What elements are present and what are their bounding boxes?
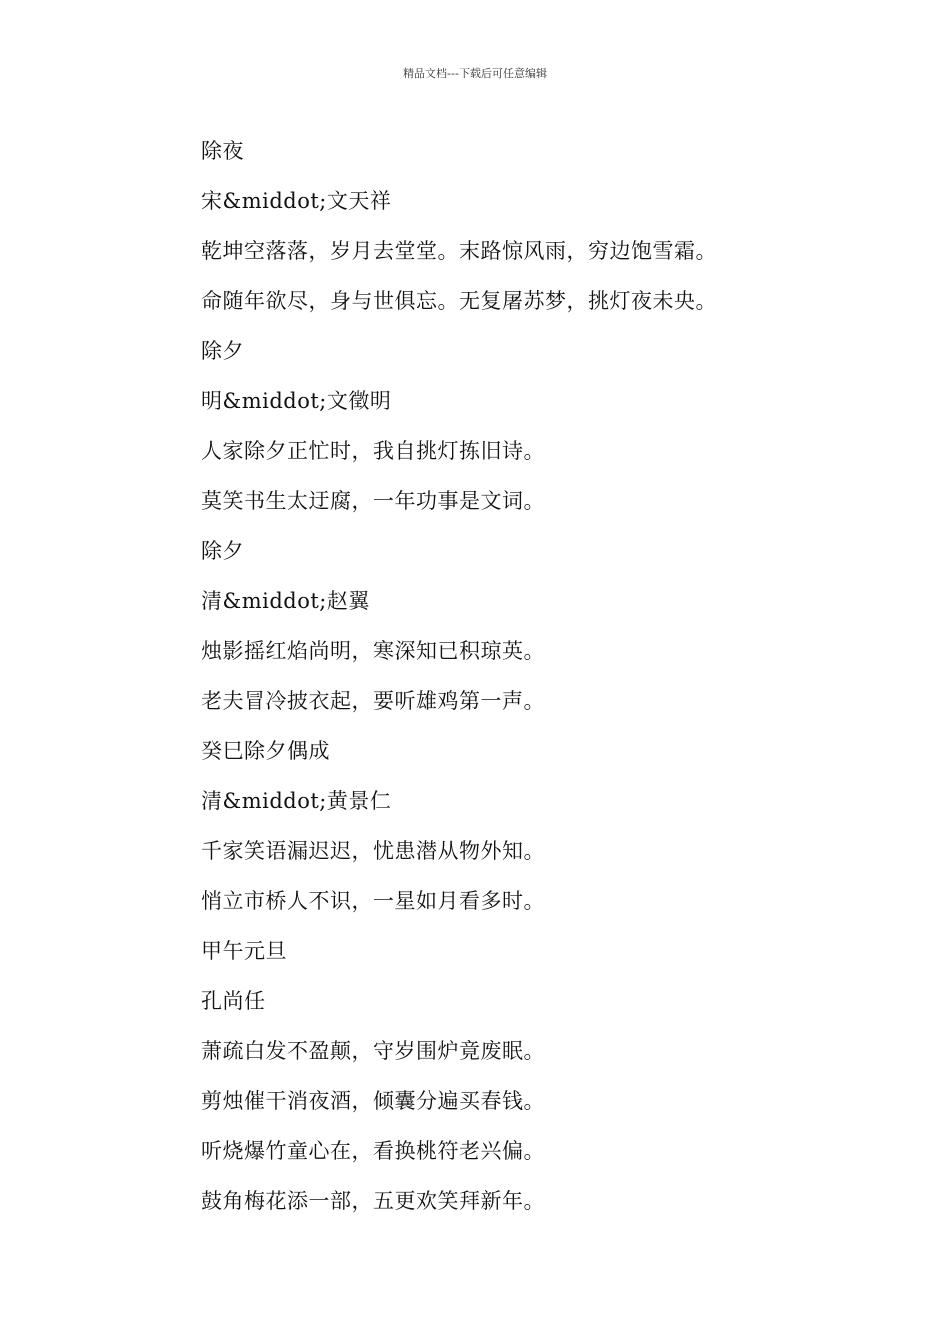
poem-line: 老夫冒冷披衣起，要听雄鸡第一声。 bbox=[201, 689, 545, 713]
poem-line: 命随年欲尽，身与世俱忘。无复屠苏梦，挑灯夜未央。 bbox=[201, 289, 717, 313]
poem-author: 清&middot;赵翼 bbox=[201, 589, 370, 613]
poem-title: 癸巳除夕偶成 bbox=[201, 739, 330, 763]
poem-title: 甲午元旦 bbox=[201, 939, 287, 963]
document-body bbox=[201, 133, 901, 1233]
poem-line: 莫笑书生太迂腐，一年功事是文词。 bbox=[201, 489, 545, 513]
poem-author: 清&middot;黄景仁 bbox=[201, 789, 392, 813]
poem-line: 鼓角梅花添一部，五更欢笑拜新年。 bbox=[201, 1189, 545, 1213]
poem-author: 宋&middot;文天祥 bbox=[201, 189, 392, 213]
poem-title: 除夕 bbox=[201, 339, 244, 363]
poem-line: 乾坤空落落，岁月去堂堂。末路惊风雨，穷边饱雪霜。 bbox=[201, 239, 717, 263]
page-header: 精品文档---下载后可任意编辑 bbox=[403, 67, 547, 80]
poem-line: 千家笑语漏迟迟，忧患潜从物外知。 bbox=[201, 839, 545, 863]
poem-title: 除夕 bbox=[201, 539, 244, 563]
poem-line: 人家除夕正忙时，我自挑灯拣旧诗。 bbox=[201, 439, 545, 463]
poem-line: 悄立市桥人不识，一星如月看多时。 bbox=[201, 889, 545, 913]
poem-line: 萧疏白发不盈颠，守岁围炉竟废眠。 bbox=[201, 1039, 545, 1063]
poem-title: 除夜 bbox=[201, 139, 244, 163]
poem-line: 剪烛催干消夜酒，倾囊分遍买春钱。 bbox=[201, 1089, 545, 1113]
poem-line: 听烧爆竹童心在，看换桃符老兴偏。 bbox=[201, 1139, 545, 1163]
poem-author: 孔尚任 bbox=[201, 989, 266, 1013]
poem-line: 烛影摇红焰尚明，寒深知已积琼英。 bbox=[201, 639, 545, 663]
poem-author: 明&middot;文徵明 bbox=[201, 389, 392, 413]
